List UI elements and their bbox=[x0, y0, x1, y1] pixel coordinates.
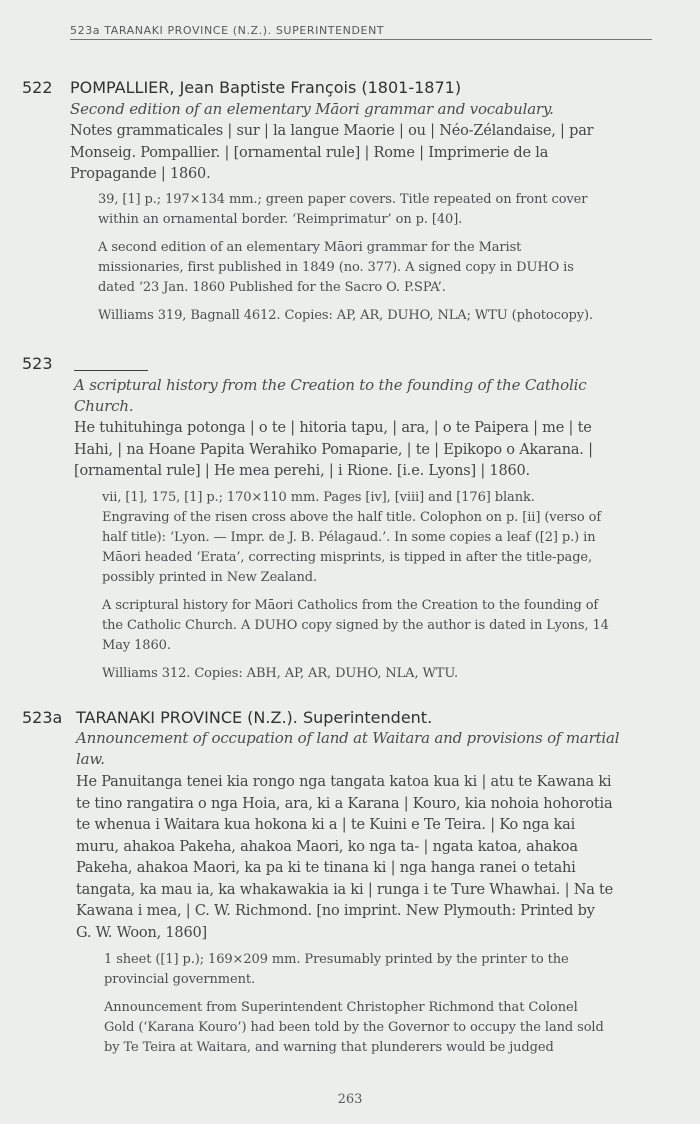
entry-description: 39, [1] p.; 197×134 mm.; green paper covers. Title repeated on front cover within an ornamental border. ‘Reimprimatur’ on p. [40]. A second edition of an elementary Māori grammar for the Marist missionaries, first published in 1849 (no. 377). A signed copy in DUHO is dated ‘23 Jan. 1860 Published for the Sacro O. P.SPA’. Williams 319, Bagnall 4612. Copies: AP, AR, DUHO, NLA; WTU (photocopy). bbox=[98, 190, 593, 326]
entry-heading: POMPALLIER, Jean Baptiste François (1801-1871) bbox=[70, 78, 462, 97]
running-head: 523a TARANAKI PROVINCE (N.Z.). SUPERINTENDENT bbox=[70, 24, 652, 40]
title-transcription: He Panuitanga tenei kia rongo nga tangata katoa kua ki | atu te Kawana ki te tino rangatira o nga Hoia, ara, ki a Karana | Kouro, kia nohoia hohorotia te whenua i Waitara kua hokona ki a | te Kuini e Te Teira. | Ko nga kai muru, ahakoa Pakeha, ahakoa Maori, ko nga ta- | ngata katoa, ahakoa Pakeha, ahakoa Maori, ka pa ki te tinana ki | nga hanga ranei o tetahi tangata, ka mau ia, ka whakawakia ia ki | runga i te Ture Whawhai. | Na te Kawana i mea, | C. W. Richmond. [no imprint. New Plymouth: Printed by G. W. Woon, 1860] bbox=[76, 774, 614, 941]
page-number: 263 bbox=[337, 1092, 363, 1107]
entry-title: A scriptural history from the Creation to the founding of the Catholic Church. bbox=[74, 376, 587, 415]
entry-heading: TARANAKI PROVINCE (N.Z.). Superintendent. bbox=[76, 708, 433, 727]
title-transcription: He tuhituhinga potonga | o te | hitoria tapu, | ara, | o te Paipera | me | te Hahi, | na Hoane Papita Werahiko Pomaparie, | te | Epikopo o Akarana. | [ornamental rule] | He mea perehi, | i Rione. [i.e. Lyons] | 1860. bbox=[74, 420, 593, 479]
entry-description: 1 sheet ([1] p.); 169×209 mm. Presumably printed by the printer to the provincial government. Announcement from Superintendent Christopher Richmond that Colonel Gold (‘Karana Kouro’) had been told by the Governor to occupy the land sold by Te Teira at Waitara, and warning that plunderers would be judged bbox=[104, 952, 604, 1055]
entry-number: 523 bbox=[22, 354, 53, 373]
repeat-author-dash bbox=[74, 370, 148, 371]
references: Williams 312. Copies: ABH, AP, AR, DUHO, NLA, WTU. bbox=[102, 666, 459, 681]
references: Williams 319, Bagnall 4612. Copies: AP, AR, DUHO, NLA; WTU (photocopy). bbox=[98, 308, 594, 323]
title-transcription: Notes grammaticales | sur | la langue Maorie | ou | Néo-Zélandaise, | par Monseig. Pompallier. | [ornamental rule] | Rome | Imprimerie de la Propagande | 1860. bbox=[70, 123, 594, 182]
entry-title: Announcement of occupation of land at Waitara and provisions of martial law. bbox=[76, 729, 620, 768]
entry-description: vii, [1], 175, [1] p.; 170×110 mm. Pages [iv], [viii] and [176] blank. Engraving of the risen cross above the half title. Colophon on p. [ii] (verso of half title): ‘Lyon. — Impr. de J. B. Pélagaud.’. In some copies a leaf ([2] p.) in Māori headed ‘Erata’, correcting misprints, is tipped in after the title-page, possibly printed in New Zealand. A scriptural history for Māori Catholics from the Creation to the founding of the Catholic Church. A DUHO copy signed by the author is dated in Lyons, 14 May 1860. Williams 312. Copies: ABH, AP, AR, DUHO, NLA, WTU. bbox=[102, 488, 609, 684]
entry-number: 522 bbox=[22, 78, 53, 97]
entry-number: 523a bbox=[22, 708, 63, 727]
entry-title: Second edition of an elementary Māori grammar and vocabulary. bbox=[70, 100, 554, 118]
